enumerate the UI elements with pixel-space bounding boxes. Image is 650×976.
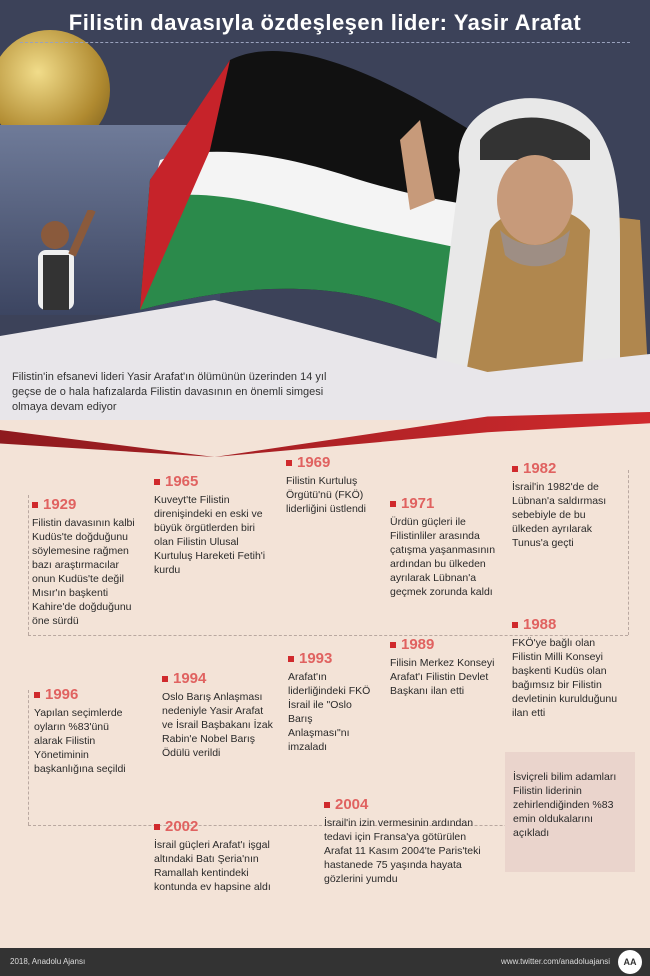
note-text: İsviçreli bilim adamları Filistin liderinin zehirlendiğinden %83 emin oldukalarını açıkladı [513,771,617,839]
timeline-item-1929 [32,498,142,628]
timeline-item-2002 [154,820,284,894]
year-label: 1989 [390,638,434,652]
protester-image [10,210,100,330]
event-text: FKÖ'ye bağlı olan Filistin Milli Konseyi başkenti Kudüs olan bağımsız bir Filistin devletinin kurulduğunu ilan etti [512,637,618,719]
year-label: 1994 [162,672,206,686]
timeline-connector [28,495,29,635]
timeline-item-2004 [324,798,494,886]
timeline-item-1996 [34,688,134,776]
hero-section [0,0,650,420]
year-label: 1982 [512,462,556,476]
footer [0,948,650,976]
event-text: İsrail'in 1982'de de Lübnan'a saldırması sebebiyle de bu ülkeden ayrılarak Tunus'a geçti [512,481,607,549]
timeline-item-1982 [512,462,622,550]
intro-text: Filistin'in efsanevi lideri Yasir Arafat'ın ölümünün üzerinden 14 yıl geçse de o hala hafızalarda Filistin davasının en önemli simgesi olmaya devam ediyor [12,371,327,413]
timeline-item-1971 [390,497,505,599]
event-text: Yapılan seçimlerde oyların %83'ünü alarak Filistin Yönetiminin başkanlığına seçildi [34,707,126,775]
event-text: Ürdün güçleri ile Filistinliler arasında çatışma yaşanmasının ardından bu ülkeden ayrılarak Lübnan'a geçmek zorunda kaldı [390,516,496,598]
event-text: Filisin Merkez Konseyi Arafat'ı Filistin Devlet Başkanı ilan etti [390,657,495,697]
timeline-item-1989 [390,638,500,698]
year-label: 1969 [286,456,330,470]
event-text: Kuveyt'te Filistin direnişindeki en eski ve büyük örgütlerden biri olan Filistin Ulusal Kurtuluş Hareketi Fetih'i kurdu [154,494,266,576]
event-text: Arafat'ın liderliğindeki FKÖ İsrail ile "Oslo Barış Anlaşması"nı imzaladı [288,671,371,753]
year-label: 2004 [324,798,368,812]
timeline-item-1965 [154,475,274,577]
event-text: Filistin davasının kalbi Kudüs'te doğduğunu söylemesine rağmen bazı araştırmacılar onun Kudüs'te değil Mısır'ın başkenti Kahire'de doğduğunu öne sürdü [32,517,135,627]
year-label: 1993 [288,652,332,666]
event-text: Filistin Kurtuluş Örgütü'nü (FKÖ) liderliğini üstlendi [286,475,366,515]
timeline-item-1988 [512,618,627,720]
event-text: İsrail güçleri Arafat'ı işgal altındaki Batı Şeria'nın Ramallah kentindeki kontunda ev hapsine aldı [154,839,271,893]
year-label: 1971 [390,497,434,511]
timeline-item-1994 [162,672,277,760]
timeline-connector [28,690,29,825]
timeline-connector [628,470,629,635]
event-text: Oslo Barış Anlaşması nedeniyle Yasir Arafat ve İsrail Başbakanı İzak Rabin'e Nobel Barış Ödülü verildi [162,691,273,759]
year-label: 1929 [32,498,76,512]
title-divider [20,42,630,43]
year-label: 1965 [154,475,198,489]
event-text: İsrail'in izin vermesinin ardından tedavi için Fransa'ya götürülen Arafat 11 Kasım 2004'te Paris'teki hastanede 75 yaşında hayata gözlerini yumdu [324,817,481,885]
year-label: 1996 [34,688,78,702]
footer-twitter-link[interactable]: www.twitter.com/anadoluajansi [501,957,610,966]
anadolu-logo-icon: AA [618,950,642,974]
footer-copyright: 2018, Anadolu Ajansı [10,957,86,966]
year-label: 1988 [512,618,556,632]
year-label: 2002 [154,820,198,834]
timeline-item-1969 [286,456,376,516]
timeline-item-1993 [288,652,373,754]
page-title: Filistin davasıyla özdeşleşen lider: Yasir Arafat [68,10,582,35]
note-box [505,752,635,872]
